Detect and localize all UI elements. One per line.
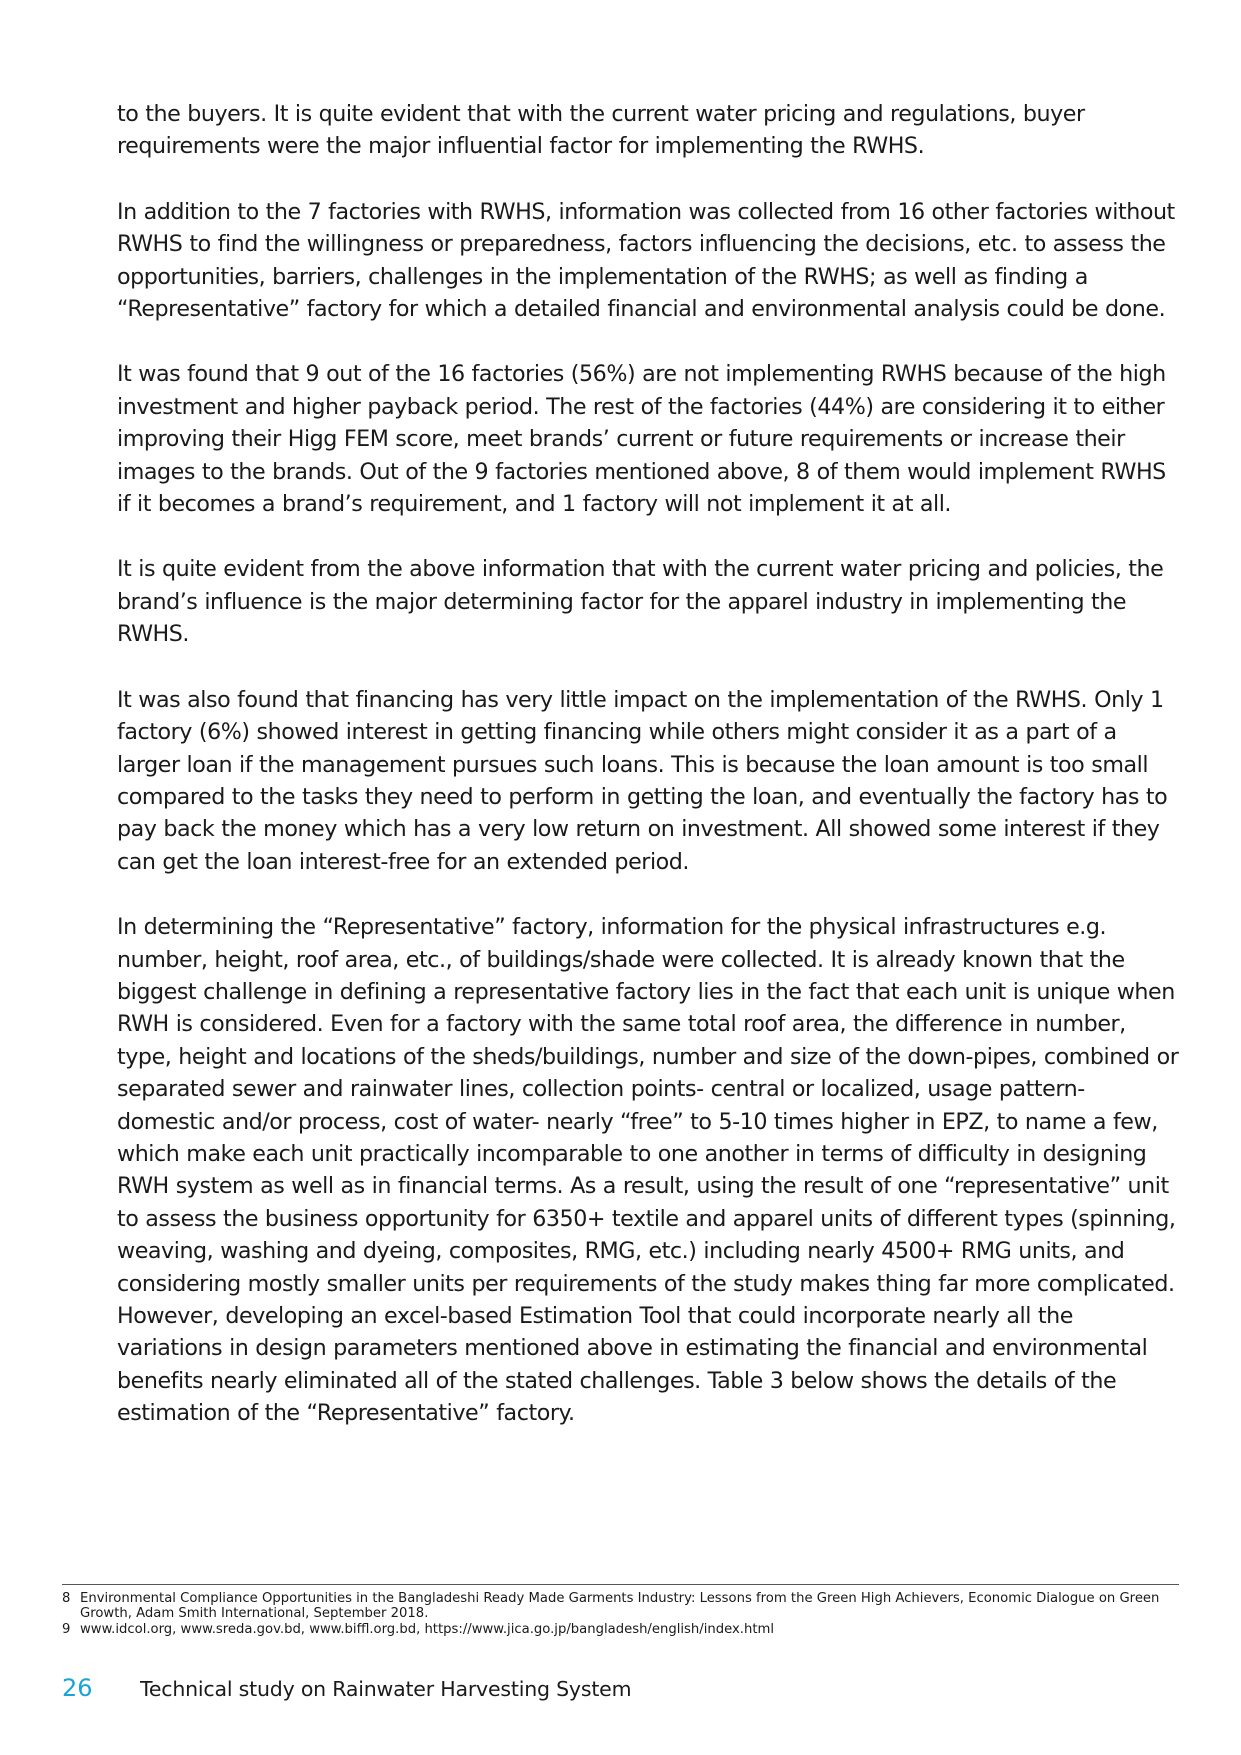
paragraph: It was also found that financing has very little impact on the implementation of the RWHS. Only 1 factory (6%) showed interest in getting financing while others might consider it as a part of a larger loan if the management pursues such loans. This is because the loan amount is too small compared to the tasks they need to perform in getting the loan, and eventually the factory has to pay back the money which has a very low return on investment. All showed some interest if they can get the loan interest-free for an extended period. <box>117 686 1168 875</box>
body-text <box>117 98 1179 1463</box>
footnote-item <box>62 1591 1179 1621</box>
paragraph: It is quite evident from the above information that with the current water pricing and policies, the brand’s influence is the major determining factor for the apparel industry in implementing the RWHS. <box>117 556 1164 648</box>
footnote-text: www.idcol.org, www.sreda.gov.bd, www.biffl.org.bd, https://www.jica.go.jp/bangladesh/english/index.html <box>80 1622 775 1637</box>
footnotes <box>62 1591 1179 1638</box>
paragraph: In determining the “Representative” factory, information for the physical infrastructures e.g. number, height, roof area, etc., of buildings/shade were collected. It is already known that the biggest challenge in defining a representative factory lies in the fact that each unit is unique when RWH is considered. Even for a factory with the same total roof area, the difference in number, type, height and locations of the sheds/buildings, number and size of the down-pipes, combined or separated sewer and rainwater lines, collection points- central or localized, usage pattern- domestic and/or process, cost of water- nearly “free” to 5-10 times higher in EPZ, to name a few, which make each unit practically incomparable to one another in terms of difficulty in designing RWH system as well as in financial terms. As a result, using the result of one “representative” unit to assess the business opportunity for 6350+ textile and apparel units of different types (spinning, weaving, washing and dyeing, composites, RMG, etc.) including nearly 4500+ RMG units, and considering mostly smaller units per requirements of the study makes thing far more complicated. However, developing an excel-based Estimation Tool that could incorporate nearly all the variations in design parameters mentioned above in estimating the financial and environmental benefits nearly eliminated all of the stated challenges. Table 3 below shows the details of the estimation of the “Representative” factory. <box>117 914 1179 1427</box>
footnote-number: 9 <box>62 1622 71 1637</box>
footnote-divider <box>62 1584 1179 1585</box>
paragraph: It was found that 9 out of the 16 factories (56%) are not implementing RWHS because of the high investment and higher payback period. The rest of the factories (44%) are considering it to either improving their Higg FEM score, meet brands’ current or future requirements or increase their images to the brands. Out of the 9 factories mentioned above, 8 of them would implement RWHS if it becomes a brand’s requirement, and 1 factory will not implement it at all. <box>117 361 1166 518</box>
footnote-text: Environmental Compliance Opportunities in the Bangladeshi Ready Made Garments Industry: Lessons from the Green High Achievers, Economic Dialogue on Green Growth, Adam Smith International, September 2018. <box>80 1591 1160 1621</box>
footnote-number: 8 <box>62 1591 71 1606</box>
document-title: Technical study on Rainwater Harvesting System <box>140 1677 632 1701</box>
footnote-item <box>62 1622 1179 1637</box>
paragraph: to the buyers. It is quite evident that with the current water pricing and regulations, buyer requirements were the major influential factor for implementing the RWHS. <box>117 101 1085 160</box>
paragraph: In addition to the 7 factories with RWHS, information was collected from 16 other factories without RWHS to find the willingness or preparedness, factors influencing the decisions, etc. to assess the opportunities, barriers, challenges in the implementation of the RWHS; as well as finding a “Representative” factory for which a detailed financial and environmental analysis could be done. <box>117 198 1175 323</box>
page-footer <box>62 1674 631 1702</box>
page-number: 26 <box>62 1674 93 1702</box>
